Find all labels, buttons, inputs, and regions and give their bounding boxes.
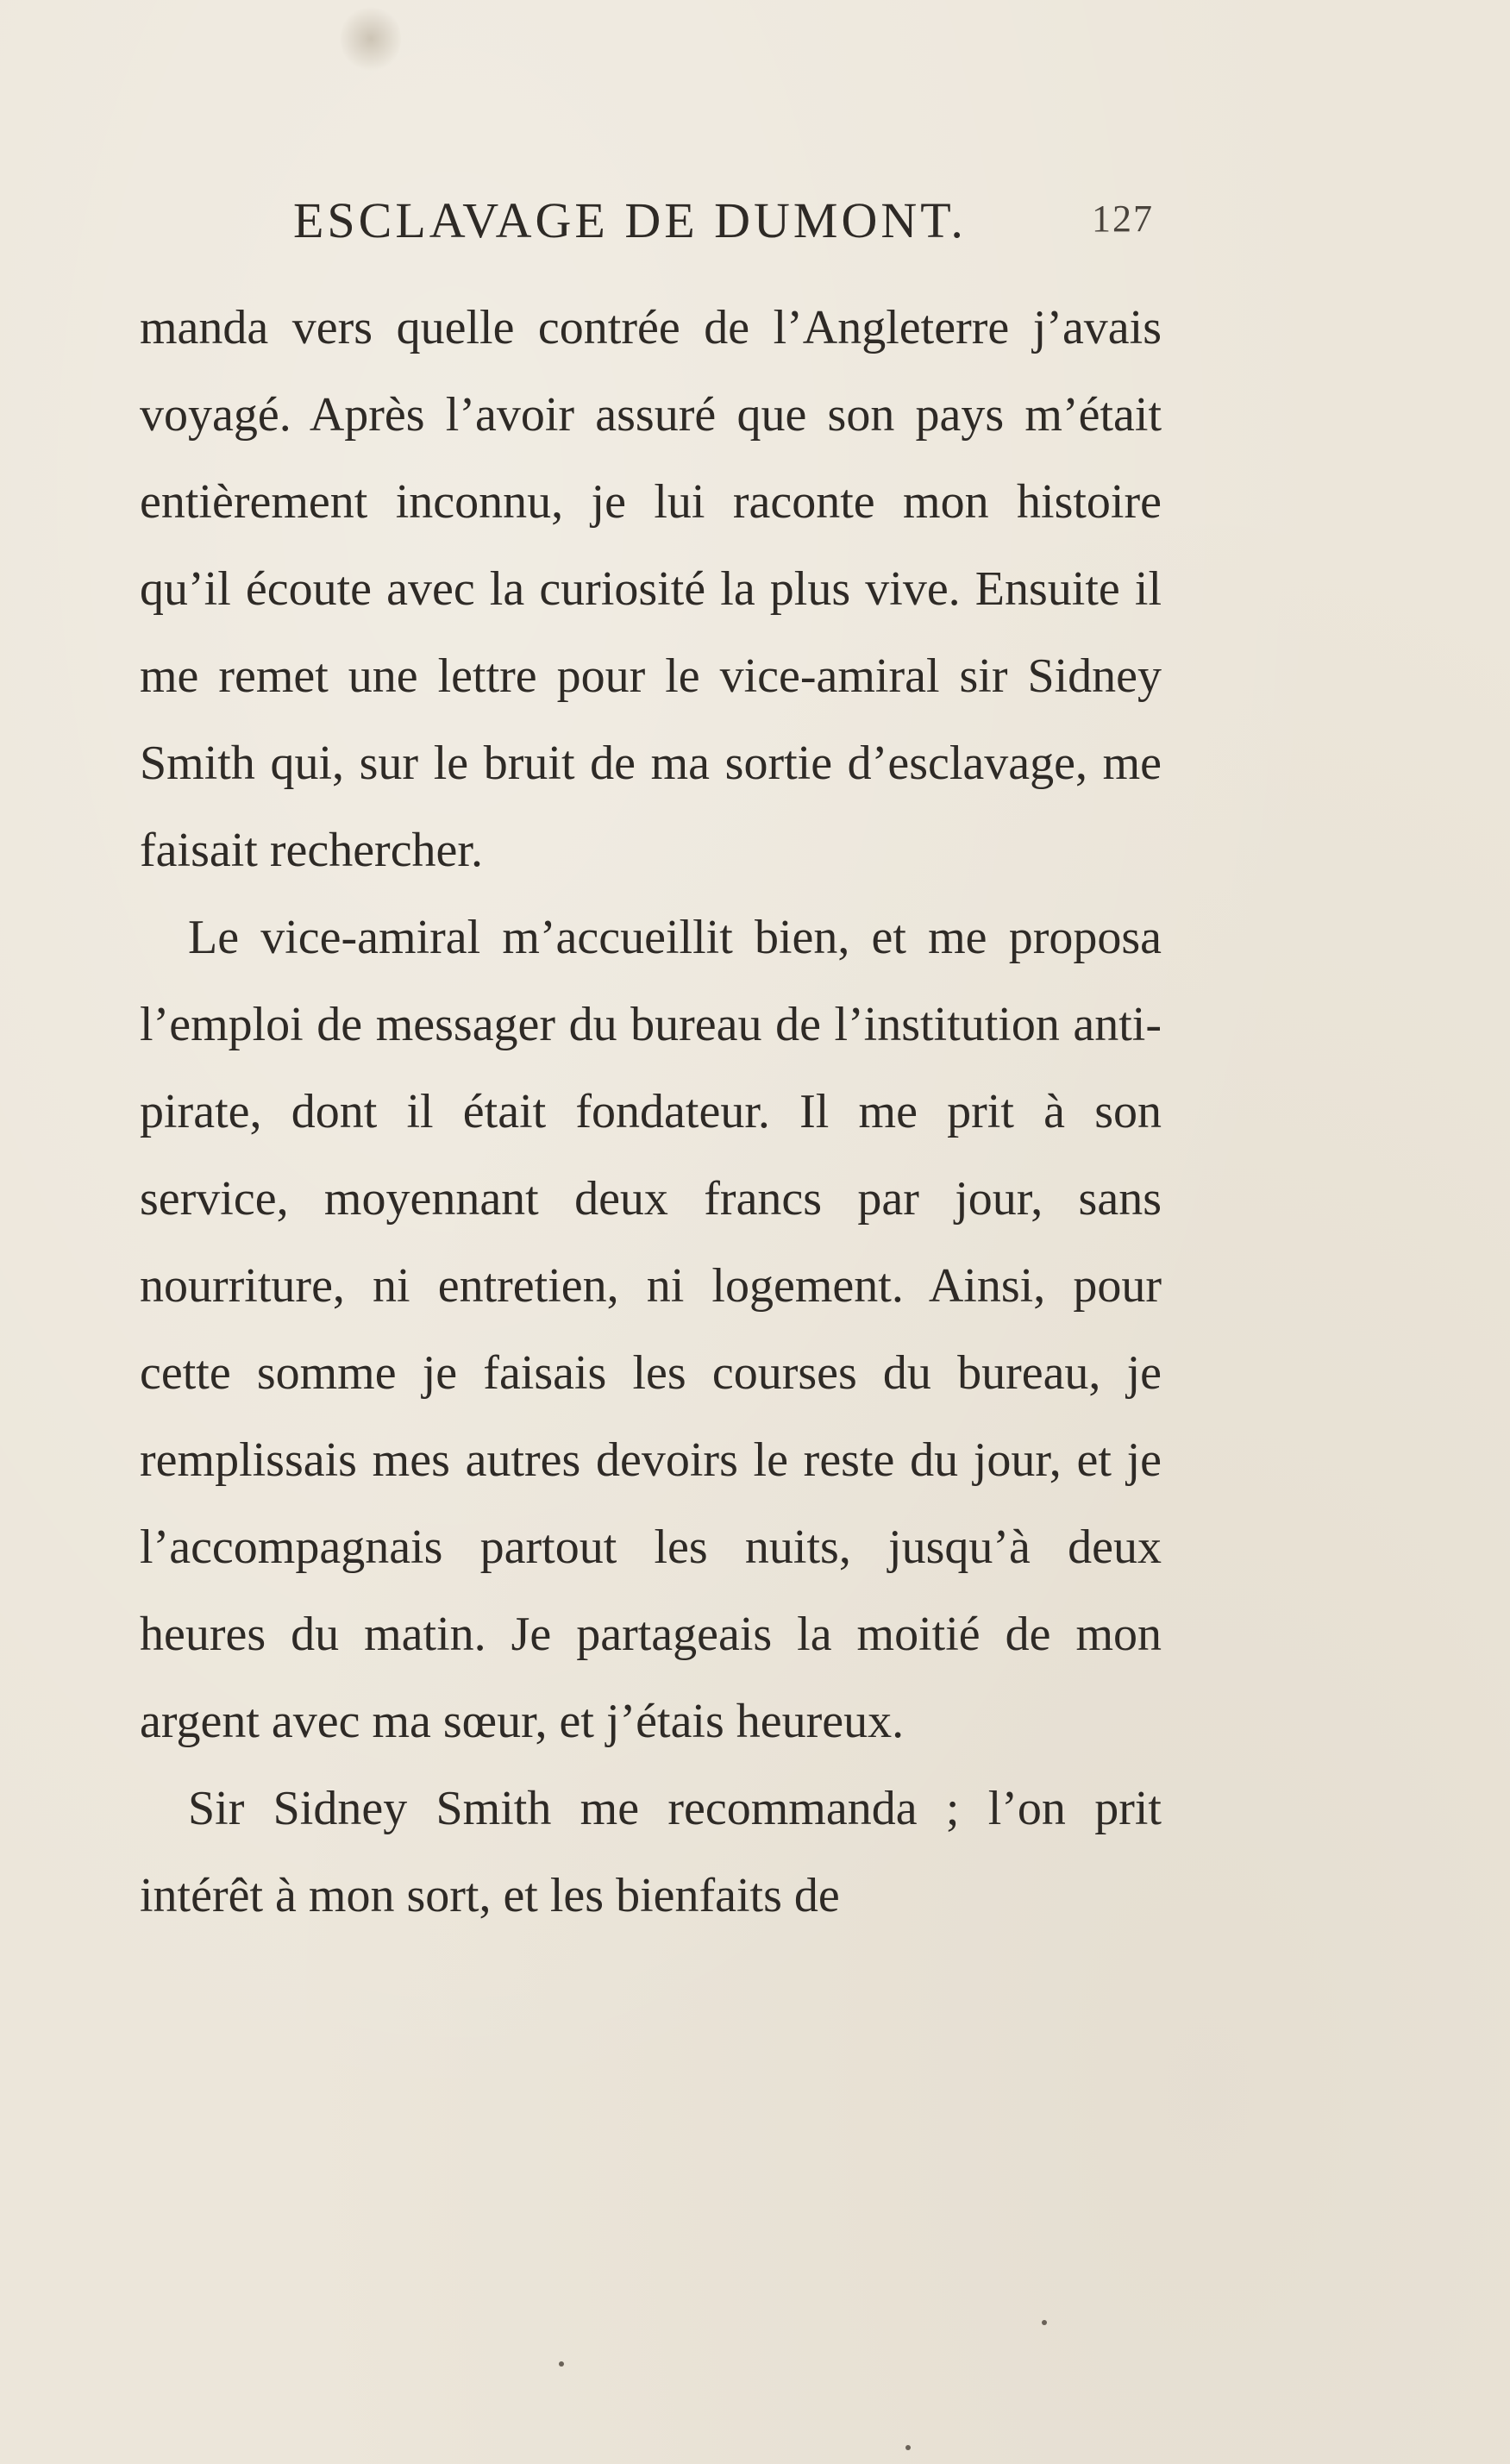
paper-speck — [1042, 2320, 1047, 2325]
paper-stain — [341, 4, 401, 73]
running-title: ESCLAVAGE DE DUMONT. — [293, 192, 967, 248]
paragraph: manda vers quelle contrée de l’Angleterre j’avais voyagé. Après l’avoir assuré que son pays m’était entièrement inconnu, je lui raconte mon histoire qu’il écoute avec la curiosité la plus vive. Ensuite il me remet une lettre pour le vice-amiral sir Sidney Smith qui, sur le bruit de ma sortie d’esclavage, me faisait rechercher. — [140, 301, 1162, 877]
body-text — [140, 285, 1162, 1940]
paper-speck — [905, 2445, 911, 2450]
page-number: 127 — [1092, 197, 1154, 240]
page-header — [293, 191, 1164, 252]
paragraph: Sir Sidney Smith me recommanda ; l’on prit intérêt à mon sort, et les bienfaits de — [140, 1782, 1162, 1922]
paper-speck — [559, 2361, 564, 2367]
paragraph: Le vice-amiral m’accueillit bien, et me proposa l’emploi de messager du bureau de l’institution anti-pirate, dont il était fondateur. Il me prit à son service, moyennant deux francs par jour, sans nourriture, ni entretien, ni logement. Ainsi, pour cette somme je faisais les courses du bureau, je remplissais mes autres devoirs le reste du jour, et je l’accompagnais partout les nuits, jusqu’à deux heures du matin. Je partageais la moitié de mon argent avec ma sœur, et j’étais heureux. — [140, 911, 1162, 1748]
